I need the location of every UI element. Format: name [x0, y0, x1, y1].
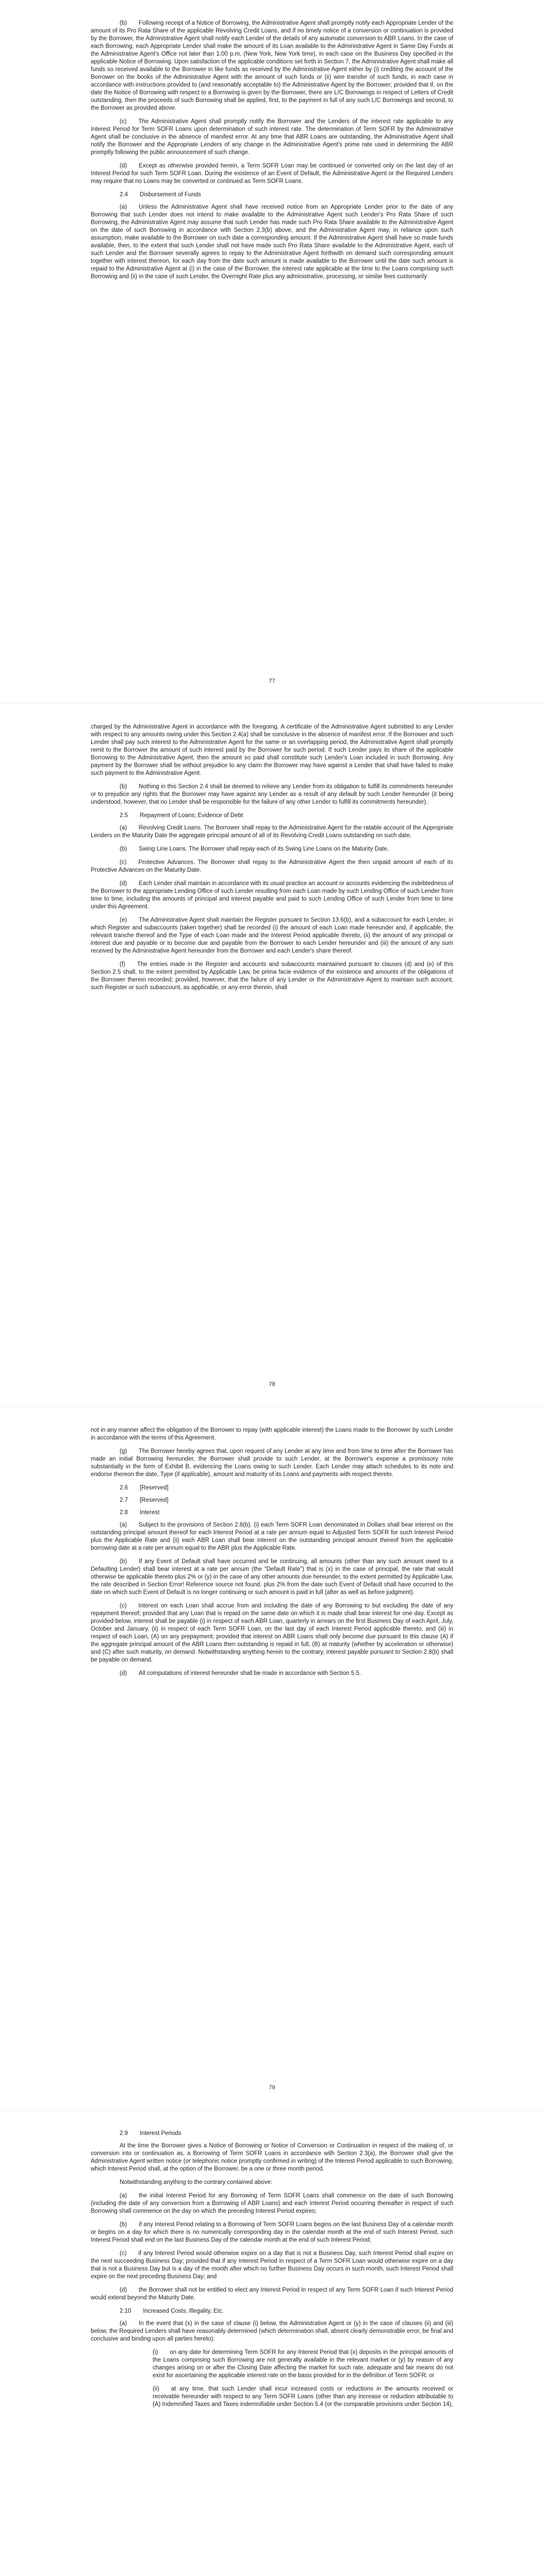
paragraph: (c) Interest on each Loan shall accrue from and including the date of any Borrowing to but excluding the date of any repayment thereof; provided that any Loan that is repaid on the same date on which it is made shall bear interest for one day. Except as provided below, interest shall be payable (i) in respect of each ABR Loan, quarterly in arrears on the first Business Day of each April, July, October and January, (ii) in respect of each Term SOFR Loan, on the last day of each Interest Period applicable thereto, and (iii) in respect of each Loan, (A) on any prepayment; provided that interest on ABR Loans shall only become due pursuant to this clause (A) if the aggregate principal amount of the ABR Loans then outstanding is repaid in full, (B) at maturity (whether by acceleration or otherwise) and (C) after such maturity, on demand. Notwithstanding anything herein to the contrary, interest payable pursuant to Section 2.8(b) shall be payable on demand. [91, 1603, 453, 1663]
paragraph: (d) Each Lender shall maintain in accordance with its usual practice an account or accounts evidencing the indebtedness of the Borrower to the appropriate Lending Office of such Lender resulting from each Loan made by such Lending Office of such Lender from time to time, including the amounts of principal and interest payable and paid to such Lending Office of such Lender from time to time under this Agreement. [91, 880, 453, 910]
document-page [0, 1406, 544, 2110]
paragraph: Notwithstanding anything to the contrary contained above: [120, 2179, 272, 2185]
paragraph: (a) In the event that (x) in the case of clause (i) below, the Administrative Agent or (y) in the case of clauses (ii) and (iii) below, the Required Lenders shall have reasonably determined (which determination shall, absent clearly demonstrable error, be final and conclusive and binding upon all parties hereto): [91, 2320, 453, 2342]
paragraph: (a) Unless the Administrative Agent shall have received notice from an Appropriate Lender prior to the date of any Borrowing that such Lender does not intend to make available to the Administrative Agent such Lender's Pro Rata Share of such Borrowing, the Administrative Agent may assume that such Lender has made such Pro Rata Share available to the Administrative Agent on the date of such Borrowing in accordance with Section 2.3(b) above, and the Administrative Agent may, in reliance upon such assumption, make available to the Borrower on such date a corresponding amount. If the Administrative Agent shall have so made funds available, then, to the extent that such Lender shall not have made such Pro Rata Share available to the Administrative Agent, each of such Lender and the Borrower severally agrees to repay to the Administrative Agent forthwith on demand such corresponding amount together with interest thereon, for each day from the date such amount is made available to the Borrower until the date such amount is repaid to the Administrative Agent at (i) in the case of the Borrower, the interest rate applicable at the time to the Loans comprising such Borrowing and (ii) in the case of such Lender, the Overnight Rate plus any administrative, processing, or similar fees customarily [91, 204, 453, 280]
section-heading: 2.8 Interest [120, 1510, 160, 1516]
document-page [0, 2110, 544, 2576]
paragraph: (a) Revolving Credit Loans. The Borrower shall repay to the Administrative Agent for the ratable account of the Appropriate Lenders on the Maturity Date the aggregate principal amount of all of its Revolving Credit Loans outstanding on such date. [91, 825, 453, 839]
paragraph: (d) Except as otherwise provided herein, a Term SOFR Loan may be continued or converted only on the last day of an Interest Period for such Term SOFR Loan. During the existence of an Event of Default, the Administrative Agent or the Required Lenders may require that no Loans may be converted or continued as Term SOFR Loans. [91, 163, 453, 184]
section-heading: 2.9 Interest Periods [120, 2130, 182, 2137]
paragraph: (b) if any Interest Period relating to a Borrowing of Term SOFR Loans begins on the last Business Day of a calendar month or begins on a day for which there is no numerically corresponding day in the calendar month at the end of such Interest Period, such Interest Period shall end on the last Business Day of the calendar month at the end of such Interest Period; [91, 2222, 453, 2243]
document-page [0, 703, 544, 1406]
paragraph: (d) the Borrower shall not be entitled to elect any Interest Period in respect of any Term SOFR Loan if such Interest Period would extend beyond the Maturity Date. [91, 2287, 453, 2301]
section-heading: 2.4 Disbursement of Funds [120, 192, 201, 198]
paragraph: (d) All computations of interest hereunder shall be made in accordance with Section 5.5. [120, 1670, 361, 1676]
paragraph: (f) The entries made in the Register and accounts and subaccounts maintained pursuant to clauses (d) and (e) of this Section 2.5 shall, to the extent permitted by Applicable Law, be prima facie evidence of the existence and amounts of the obligations of the Borrower therein recorded; provided, however, that the failure of any Lender or the Administrative Agent to maintain such account, such Register or such subaccount, as applicable, or any error therein, shall [91, 961, 453, 991]
paragraph: At the time the Borrower gives a Notice of Borrowing or Notice of Conversion or Continuation in respect of the making of, or conversion into or continuation as, a Borrowing of Term SOFR Loans in accordance with Section 2.3(a), the Borrower shall give the Administrative Agent written notice (or telephonic notice promptly confirmed in writing) of the Interest Period applicable to such Borrowing, which Interest Period shall, at the option of the Borrower, be a one or three month period. [91, 2143, 453, 2172]
page-number: 77 [269, 678, 275, 684]
section-heading: 2.6 [Reserved] [120, 1485, 169, 1491]
paragraph: (b) If any Event of Default shall have occurred and be continuing, all amounts (other than any such amount owed to a Defaulting Lender) shall bear interest at a rate per annum (the “Default Rate”) that is (x) in the case of principal, the rate that would otherwise be applicable thereto plus 2% or (y) in the case of any other amounts due hereunder, to the extent permitted by Applicable Law, the rate described in Section Error! Reference source not found. plus 2% from the date such Event of Default shall have occurred to the date on which such Event of Default is no longer continuing or such amount is paid in full (after as well as before judgment). [91, 1558, 453, 1596]
paragraph: (c) if any Interest Period would otherwise expire on a day that is not a Business Day, such Interest Period shall expire on the next succeeding Business Day; provided that if any Interest Period in respect of a Term SOFR Loan would otherwise expire on a day that is not a Business Day but is a day of the month after which no further Business Day occurs in such month, such Interest Period shall expire on the next preceding Business Day; and [91, 2250, 453, 2280]
paragraph: (b) Nothing in this Section 2.4 shall be deemed to relieve any Lender from its obligation to fulfill its commitments hereunder or to prejudice any rights that the Borrower may have against any Lender as a result of any default by such Lender hereunder (it being understood, however, that no Lender shall be responsible for the failure of any other Lender to fulfill its commitments hereunder). [91, 784, 453, 805]
paragraph: (c) The Administrative Agent shall promptly notify the Borrower and the Lenders of the interest rate applicable to any Interest Period for Term SOFR Loans upon determination of such interest rate. The determination of Term SOFR by the Administrative Agent shall be conclusive in the absence of manifest error. At any time that ABR Loans are outstanding, the Administrative Agent shall notify the Borrower and the Appropriate Lenders of any change in the Administrative Agent's prime rate used in determining the ABR promptly following the public announcement of such change. [91, 118, 453, 156]
paragraph: (a) Subject to the provisions of Section 2.8(b), (i) each Term SOFR Loan denominated in Dollars shall bear interest on the outstanding principal amount thereof for each Interest Period at a rate per annum equal to Adjusted Term SOFR for such Interest Period plus the Applicable Rate and (ii) each ABR Loan shall bear interest on the outstanding principal amount thereof from the applicable borrowing date at a rate per annum equal to the ABR plus the Applicable Rate. [91, 1522, 453, 1551]
page-number: 78 [269, 1381, 275, 1387]
paragraph: (a) the initial Interest Period for any Borrowing of Term SOFR Loans shall commence on the date of such Borrowing (including the date of any conversion from a Borrowing of ABR Loans) and each Interest Period occurring thereafter in respect of such Borrowing shall commence on the day on which the preceding Interest Period expires; [91, 2193, 453, 2214]
paragraph: (b) Swing Line Loans. The Borrower shall repay each of its Swing Line Loans on the Maturity Date. [120, 846, 389, 852]
document-page [0, 0, 544, 703]
section-heading: 2.10 Increased Costs, Illegality, Etc. [120, 2308, 224, 2314]
paragraph: charged by the Administrative Agent in accordance with the foregoing. A certificate of the Administrative Agent submitted to any Lender with respect to any amounts owing under this Section 2.4(a) shall be conclusive in the absence of manifest error. If the Borrower and such Lender shall pay such interest to the Administrative Agent for the same or an overlapping period, the Administrative Agent shall promptly remit to the Borrower the amount of such interest paid by the Borrower for such period. If such Lender pays its share of the applicable Borrowing to the Administrative Agent, then the amount so paid shall constitute such Lender's Loan included in such Borrowing. Any payment by the Borrower shall be without prejudice to any claim the Borrower may have against a Lender that shall have failed to make such payment to the Administrative Agent. [91, 724, 453, 776]
paragraph: (i) on any date for determining Term SOFR for any Interest Period that (x) deposits in the principal amounts of the Loans comprising such Borrowing are not generally available in the relevant market or (y) by reason of any changes arising on or after the Closing Date affecting the market for such rate, adequate and fair means do not exist for ascertaining the applicable interest rate on the basis provided for in the definition of Term SOFR; or [153, 2349, 453, 2379]
paragraph: (b) Following receipt of a Notice of Borrowing, the Administrative Agent shall promptly notify each Appropriate Lender of the amount of its Pro Rata Share of the applicable Revolving Credit Loans, and if no timely notice of a conversion or continuation is provided by the Borrower, the Administrative Agent shall notify each Lender of the details of any automatic conversion to ABR Loans. In the case of each Borrowing, each Appropriate Lender shall make the amount of its Loan available to the Administrative Agent in Same Day Funds at the Administrative Agent's Office not later than 1:00 p.m. (New York, New York time), in each case on the Business Day specified in the applicable Notice of Borrowing. Upon satisfaction of the applicable conditions set forth in Section 7, the Administrative Agent shall make all funds so received available to the Borrower in like funds as received by the Administrative Agent either by (i) crediting the account of the Borrower on the books of the Administrative Agent with the amount of such funds or (ii) wire transfer of such funds, in each case in accordance with instructions provided to (and reasonably acceptable to) the Administrative Agent by the Borrower; provided that if, on the date the Notice of Borrowing with respect to a Borrowing is given by the Borrower, there are L/C Borrowings in respect of Letters of Credit outstanding, then the proceeds of such Borrowing shall be applied, first, to the payment in full of any such L/C Borrowings and second, to the Borrower as provided above. [91, 20, 453, 111]
section-heading: 2.7 [Reserved] [120, 1497, 169, 1503]
page-number: 79 [269, 2084, 275, 2091]
paragraph: (g) The Borrower hereby agrees that, upon request of any Lender at any time and from time to time after the Borrower has made an initial Borrowing hereunder, the Borrower shall provide to such Lender, at the Borrower's expense a promissory note substantially in the form of Exhibit B, evidencing the Loans owing to such Lender. Each Lender may attach schedules to its note and endorse thereon the date, Type (if applicable), amount and maturity of its Loans and payments with respect thereto. [91, 1448, 453, 1478]
paragraph: (ii) at any time, that such Lender shall incur increased costs or reductions in the amounts received or receivable hereunder with respect to any Term SOFR Loans (other than any increase or reduction attributable to (A) Indemnified Taxes and Taxes indemnifiable under Section 5.4 (or the comparable provisions under Section 14), [153, 2386, 453, 2408]
section-heading: 2.5 Repayment of Loans; Evidence of Debt [120, 812, 243, 819]
paragraph: (e) The Administrative Agent shall maintain the Register pursuant to Section 13.6(b), and a subaccount for each Lender, in which Register and subaccounts (taken together) shall be recorded (i) the amount of each Loan made hereunder and, if applicable, the relevant tranche thereof and the Type of each Loan made and the Interest Period applicable thereto, (ii) the amount of any principal or interest due and payable or to become due and payable from the Borrower to each Lender hereunder and (iii) the amount of any sum received by the Administrative Agent hereunder from the Borrower and each Lender's share thereof. [91, 917, 453, 954]
paragraph: (c) Protective Advances. The Borrower shall repay to the Administrative Agent the then unpaid amount of each of its Protective Advances on the Maturity Date. [91, 859, 453, 873]
paragraph: not in any manner affect the obligation of the Borrower to repay (with applicable interest) the Loans made to the Borrower by such Lender in accordance with the terms of this Agreement. [91, 1427, 453, 1441]
